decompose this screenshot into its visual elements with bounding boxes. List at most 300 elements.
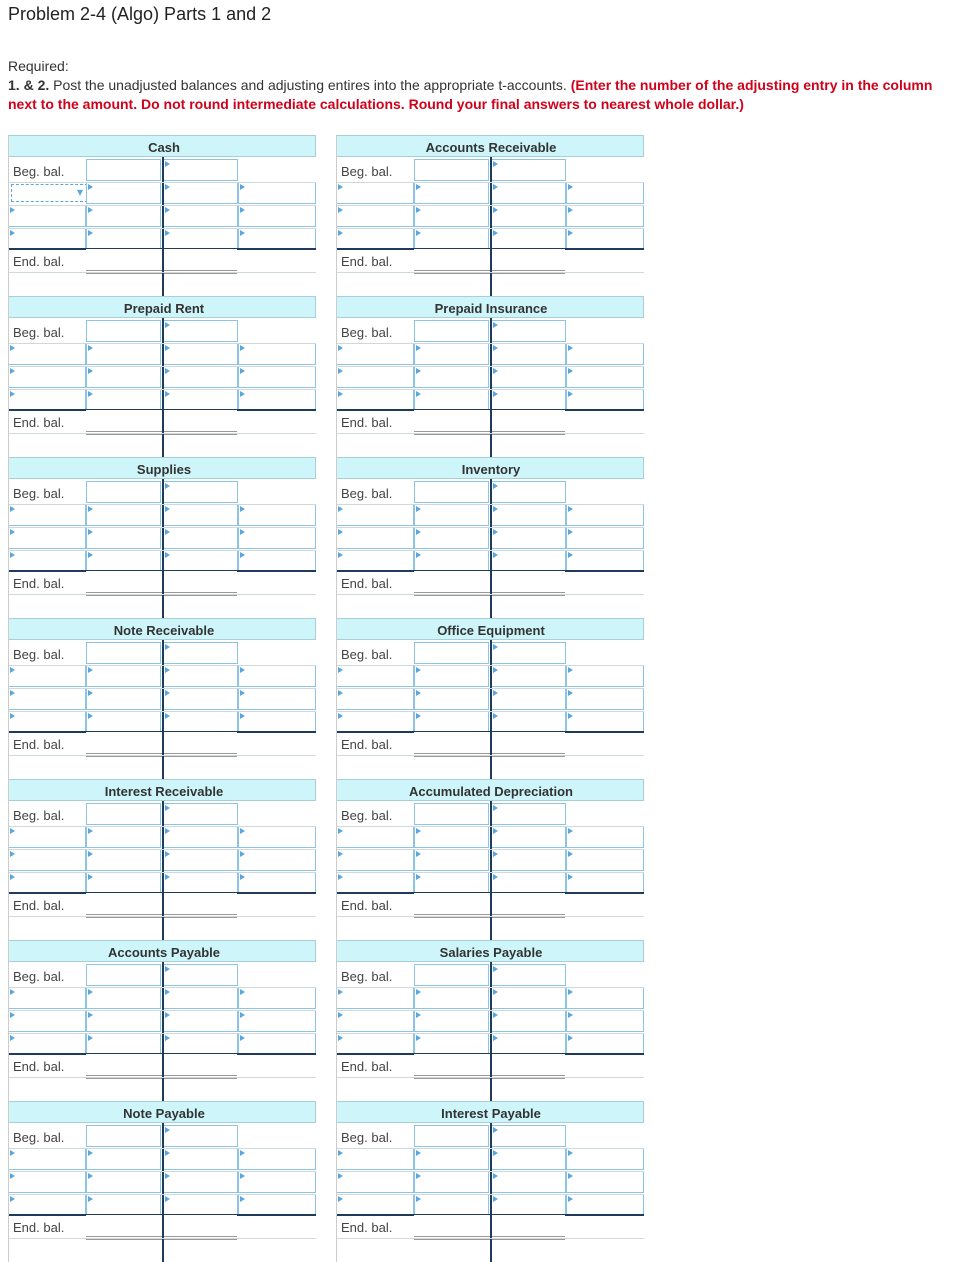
entry-number-input[interactable] (163, 1148, 238, 1170)
entry-number-input[interactable] (491, 527, 566, 549)
beg-bal-label: Beg. bal. (13, 1130, 65, 1145)
row-separator (336, 433, 644, 434)
entry-number-input[interactable] (336, 550, 414, 572)
required-label: Required: (8, 58, 69, 74)
beg-bal-debit-input[interactable] (414, 320, 489, 342)
entry-number-input[interactable] (8, 389, 86, 411)
amount-input[interactable] (86, 1033, 161, 1055)
beg-bal-debit-input[interactable] (86, 159, 161, 181)
row-separator (336, 389, 644, 390)
entry-number-input[interactable] (336, 872, 414, 894)
amount-input[interactable] (566, 849, 644, 871)
required-number: 1. & 2. (8, 77, 50, 93)
entry-number-input[interactable] (491, 1148, 566, 1170)
beg-bal-label: Beg. bal. (341, 1130, 393, 1145)
beg-bal-credit-entry-input[interactable] (491, 803, 566, 825)
account-header (336, 618, 644, 640)
amount-input[interactable] (566, 688, 644, 710)
amount-input[interactable] (238, 228, 316, 250)
amount-input[interactable] (566, 228, 644, 250)
entry-number-input[interactable] (8, 688, 86, 710)
entry-number-input[interactable] (163, 550, 238, 572)
t-divider (490, 479, 492, 618)
amount-input[interactable] (566, 182, 644, 204)
beg-bal-credit-entry-input[interactable] (163, 803, 238, 825)
block-border (336, 457, 337, 618)
beg-bal-label: Beg. bal. (341, 808, 393, 823)
entry-number-input[interactable] (8, 711, 86, 733)
beg-bal-debit-input[interactable] (86, 964, 161, 986)
amount-input[interactable] (566, 1010, 644, 1032)
row-separator (8, 1077, 316, 1078)
amount-input[interactable] (86, 872, 161, 894)
amount-input[interactable] (414, 987, 489, 1009)
beg-bal-credit-entry-input[interactable] (163, 481, 238, 503)
amount-input[interactable] (86, 665, 161, 687)
entry-number-input[interactable] (491, 987, 566, 1009)
row-separator (336, 550, 644, 551)
row-separator (8, 272, 316, 273)
account-header (336, 296, 644, 318)
amount-input[interactable] (86, 1194, 161, 1216)
account-title: Prepaid Insurance (434, 301, 548, 316)
amount-input[interactable] (414, 504, 489, 526)
entry-number-input[interactable] (491, 711, 566, 733)
amount-input[interactable] (414, 343, 489, 365)
entry-number-input[interactable] (8, 504, 86, 526)
row-separator (8, 916, 316, 917)
amount-input[interactable] (86, 343, 161, 365)
amount-input[interactable] (238, 826, 316, 848)
entry-number-input[interactable] (163, 872, 238, 894)
amount-input[interactable] (566, 1033, 644, 1055)
entry-number-input[interactable] (491, 849, 566, 871)
t-account (336, 135, 644, 296)
amount-input[interactable] (414, 366, 489, 388)
row-separator (8, 1194, 316, 1195)
t-account (8, 940, 316, 1101)
amount-input[interactable] (86, 527, 161, 549)
beg-bal-label: Beg. bal. (341, 969, 393, 984)
entry-number-input[interactable] (8, 849, 86, 871)
t-divider (490, 962, 492, 1101)
entry-number-input[interactable] (336, 182, 414, 204)
entry-number-input[interactable] (163, 665, 238, 687)
entry-number-input[interactable] (8, 228, 86, 250)
entry-number-input[interactable] (336, 711, 414, 733)
block-border (336, 1101, 337, 1262)
entry-number-input[interactable] (336, 1194, 414, 1216)
amount-input[interactable] (566, 205, 644, 227)
amount-input[interactable] (414, 872, 489, 894)
row-separator (336, 665, 644, 666)
amount-input[interactable] (566, 343, 644, 365)
amount-input[interactable] (238, 366, 316, 388)
entry-number-input[interactable] (491, 872, 566, 894)
t-divider (162, 157, 164, 296)
end-bal-label: End. bal. (13, 1059, 65, 1074)
amount-input[interactable] (238, 504, 316, 526)
entry-number-input[interactable] (163, 1033, 238, 1055)
end-bal-label: End. bal. (13, 1220, 65, 1235)
entry-number-input[interactable] (163, 987, 238, 1009)
entry-number-input[interactable] (336, 665, 414, 687)
t-account (8, 135, 316, 296)
beg-bal-debit-input[interactable] (414, 1125, 489, 1147)
t-account (336, 618, 644, 779)
entry-number-input[interactable] (163, 711, 238, 733)
end-bal-label: End. bal. (341, 415, 393, 430)
amount-input[interactable] (566, 872, 644, 894)
account-header (336, 779, 644, 801)
t-accounts-grid (8, 135, 644, 1235)
entry-number-input[interactable] (8, 665, 86, 687)
beg-bal-label: Beg. bal. (341, 325, 393, 340)
beg-bal-label: Beg. bal. (341, 164, 393, 179)
entry-number-input[interactable] (491, 826, 566, 848)
amount-input[interactable] (566, 1148, 644, 1170)
amount-input[interactable] (238, 1033, 316, 1055)
account-header (8, 618, 316, 640)
beg-bal-debit-input[interactable] (414, 159, 489, 181)
amount-input[interactable] (86, 205, 161, 227)
entry-number-input[interactable] (336, 1171, 414, 1193)
account-title: Note Receivable (113, 623, 215, 638)
row-separator (8, 872, 316, 873)
amount-input[interactable] (86, 182, 161, 204)
end-bal-label: End. bal. (341, 576, 393, 591)
entry-number-input[interactable] (491, 205, 566, 227)
account-header (336, 940, 644, 962)
entry-number-input[interactable] (163, 1194, 238, 1216)
entry-number-input[interactable] (336, 987, 414, 1009)
amount-input[interactable] (238, 343, 316, 365)
beg-bal-credit-entry-input[interactable] (163, 320, 238, 342)
amount-input[interactable] (86, 688, 161, 710)
account-header (8, 1101, 316, 1123)
entry-number-input[interactable] (491, 504, 566, 526)
entry-number-input[interactable] (336, 688, 414, 710)
t-account (8, 779, 316, 940)
beg-bal-credit-entry-input[interactable] (163, 1125, 238, 1147)
beg-bal-credit-entry-input[interactable] (491, 320, 566, 342)
account-title: Accounts Payable (108, 945, 220, 960)
amount-input[interactable] (86, 1010, 161, 1032)
entry-number-input[interactable] (491, 389, 566, 411)
block-border (8, 618, 9, 779)
beg-bal-credit-entry-input[interactable] (163, 642, 238, 664)
entry-number-input[interactable] (163, 688, 238, 710)
row-separator (8, 343, 316, 344)
t-account (336, 296, 644, 457)
entry-number-input[interactable] (336, 527, 414, 549)
row-separator (336, 755, 644, 756)
entry-number-input[interactable] (163, 343, 238, 365)
amount-input[interactable] (414, 389, 489, 411)
amount-input[interactable] (414, 1148, 489, 1170)
t-account (8, 296, 316, 457)
entry-number-input[interactable] (8, 1194, 86, 1216)
beg-bal-debit-input[interactable] (414, 642, 489, 664)
entry-number-input[interactable] (163, 366, 238, 388)
row-separator (8, 550, 316, 551)
amount-input[interactable] (86, 1148, 161, 1170)
entry-number-input[interactable] (491, 1033, 566, 1055)
row-separator (8, 527, 316, 528)
t-account (8, 1101, 316, 1262)
amount-input[interactable] (238, 389, 316, 411)
entry-number-input[interactable] (336, 849, 414, 871)
entry-number-input[interactable] (8, 872, 86, 894)
row-separator (336, 594, 644, 595)
amount-input[interactable] (566, 366, 644, 388)
row-separator (8, 205, 316, 206)
entry-number-input[interactable] (8, 1148, 86, 1170)
amount-input[interactable] (414, 1010, 489, 1032)
row-separator (8, 433, 316, 434)
t-account (336, 779, 644, 940)
entry-number-input[interactable] (163, 849, 238, 871)
beg-bal-debit-input[interactable] (86, 642, 161, 664)
amount-input[interactable] (238, 872, 316, 894)
end-bal-label: End. bal. (341, 737, 393, 752)
entry-number-input[interactable] (8, 550, 86, 572)
amount-input[interactable] (566, 665, 644, 687)
amount-input[interactable] (566, 550, 644, 572)
block-border (336, 618, 337, 779)
beg-bal-credit-entry-input[interactable] (491, 1125, 566, 1147)
beg-bal-credit-entry-input[interactable] (163, 964, 238, 986)
amount-input[interactable] (414, 527, 489, 549)
entry-number-input[interactable] (163, 228, 238, 250)
entry-number-input[interactable] (491, 343, 566, 365)
row-separator (8, 711, 316, 712)
row-separator (336, 1238, 644, 1239)
row-separator (336, 504, 644, 505)
t-divider (490, 318, 492, 457)
amount-input[interactable] (414, 688, 489, 710)
beg-bal-label: Beg. bal. (13, 486, 65, 501)
amount-input[interactable] (414, 205, 489, 227)
row-separator (8, 1010, 316, 1011)
row-separator (8, 504, 316, 505)
row-separator (336, 849, 644, 850)
amount-input[interactable] (238, 1171, 316, 1193)
beg-bal-debit-input[interactable] (414, 803, 489, 825)
amount-input[interactable] (86, 550, 161, 572)
amount-input[interactable] (238, 182, 316, 204)
beg-bal-label: Beg. bal. (13, 808, 65, 823)
t-divider (162, 962, 164, 1101)
row-separator (8, 688, 316, 689)
beg-bal-label: Beg. bal. (341, 486, 393, 501)
amount-input[interactable] (238, 550, 316, 572)
account-header (336, 1101, 644, 1123)
amount-input[interactable] (566, 711, 644, 733)
beg-bal-debit-input[interactable] (86, 1125, 161, 1147)
amount-input[interactable] (86, 849, 161, 871)
entry-number-input[interactable] (336, 1033, 414, 1055)
account-header (8, 296, 316, 318)
entry-number-input[interactable] (8, 343, 86, 365)
amount-input[interactable] (566, 527, 644, 549)
amount-input[interactable] (86, 389, 161, 411)
amount-input[interactable] (414, 1171, 489, 1193)
end-bal-label: End. bal. (341, 254, 393, 269)
adjusting-entry-select[interactable] (11, 184, 88, 202)
entry-number-input[interactable] (336, 205, 414, 227)
amount-input[interactable] (414, 849, 489, 871)
entry-number-input[interactable] (8, 527, 86, 549)
amount-input[interactable] (414, 182, 489, 204)
entry-number-input[interactable] (491, 688, 566, 710)
entry-number-input[interactable] (163, 389, 238, 411)
row-separator (336, 228, 644, 229)
block-border (8, 296, 9, 457)
amount-input[interactable] (86, 366, 161, 388)
beg-bal-credit-entry-input[interactable] (491, 964, 566, 986)
account-header (8, 779, 316, 801)
amount-input[interactable] (566, 987, 644, 1009)
row-separator (336, 1010, 644, 1011)
beg-bal-debit-input[interactable] (414, 964, 489, 986)
account-header (336, 457, 644, 479)
entry-number-input[interactable] (491, 1171, 566, 1193)
t-divider (490, 640, 492, 779)
amount-input[interactable] (238, 1194, 316, 1216)
entry-number-input[interactable] (163, 205, 238, 227)
account-title: Office Equipment (437, 623, 545, 638)
amount-input[interactable] (414, 228, 489, 250)
end-bal-label: End. bal. (13, 737, 65, 752)
entry-number-input[interactable] (163, 182, 238, 204)
entry-number-input[interactable] (163, 1010, 238, 1032)
amount-input[interactable] (414, 826, 489, 848)
entry-number-input[interactable] (8, 205, 86, 227)
entry-number-input[interactable] (336, 228, 414, 250)
entry-number-input[interactable] (491, 182, 566, 204)
entry-number-input[interactable] (336, 1148, 414, 1170)
amount-input[interactable] (238, 987, 316, 1009)
row-separator (8, 1148, 316, 1149)
row-separator (8, 594, 316, 595)
entry-number-input[interactable] (491, 550, 566, 572)
amount-input[interactable] (86, 826, 161, 848)
block-border (336, 940, 337, 1101)
entry-number-input[interactable] (8, 1033, 86, 1055)
row-separator (336, 1171, 644, 1172)
entry-number-input[interactable] (336, 1010, 414, 1032)
end-bal-label: End. bal. (13, 898, 65, 913)
amount-input[interactable] (238, 527, 316, 549)
beg-bal-debit-input[interactable] (414, 481, 489, 503)
entry-number-input[interactable] (336, 366, 414, 388)
amount-input[interactable] (86, 711, 161, 733)
account-header (8, 457, 316, 479)
amount-input[interactable] (238, 205, 316, 227)
beg-bal-label: Beg. bal. (13, 969, 65, 984)
amount-input[interactable] (238, 849, 316, 871)
entry-number-input[interactable] (336, 504, 414, 526)
entry-number-input[interactable] (491, 1010, 566, 1032)
entry-number-input[interactable] (8, 826, 86, 848)
beg-bal-label: Beg. bal. (13, 647, 65, 662)
amount-input[interactable] (566, 389, 644, 411)
entry-number-input[interactable] (491, 1194, 566, 1216)
amount-input[interactable] (86, 1171, 161, 1193)
block-border (8, 1101, 9, 1262)
entry-number-input[interactable] (491, 665, 566, 687)
entry-number-input[interactable] (491, 228, 566, 250)
amount-input[interactable] (566, 1171, 644, 1193)
row-separator (8, 1171, 316, 1172)
entry-number-input[interactable] (336, 389, 414, 411)
amount-input[interactable] (238, 1148, 316, 1170)
beg-bal-credit-entry-input[interactable] (491, 642, 566, 664)
t-divider (162, 1123, 164, 1262)
t-divider (162, 479, 164, 618)
end-bal-label: End. bal. (13, 576, 65, 591)
entry-number-input[interactable] (8, 366, 86, 388)
entry-number-input[interactable] (8, 1010, 86, 1032)
required-text: Post the unadjusted balances and adjusting entires into the appropriate t-accounts. (49, 77, 571, 93)
amount-input[interactable] (414, 711, 489, 733)
entry-number-input[interactable] (336, 343, 414, 365)
amount-input[interactable] (414, 1033, 489, 1055)
row-separator (8, 755, 316, 756)
amount-input[interactable] (566, 1194, 644, 1216)
amount-input[interactable] (414, 550, 489, 572)
entry-number-input[interactable] (163, 1171, 238, 1193)
row-separator (336, 987, 644, 988)
entry-number-input[interactable] (163, 826, 238, 848)
account-title: Note Payable (123, 1106, 205, 1121)
amount-input[interactable] (414, 665, 489, 687)
beg-bal-debit-input[interactable] (86, 320, 161, 342)
amount-input[interactable] (238, 1010, 316, 1032)
entry-number-input[interactable] (8, 1171, 86, 1193)
amount-input[interactable] (566, 504, 644, 526)
beg-bal-label: Beg. bal. (13, 164, 65, 179)
amount-input[interactable] (238, 688, 316, 710)
row-separator (336, 366, 644, 367)
entry-number-input[interactable] (163, 504, 238, 526)
amount-input[interactable] (566, 826, 644, 848)
amount-input[interactable] (86, 228, 161, 250)
t-account (336, 940, 644, 1101)
entry-number-input[interactable] (163, 527, 238, 549)
amount-input[interactable] (86, 987, 161, 1009)
entry-number-input[interactable] (491, 366, 566, 388)
amount-input[interactable] (414, 1194, 489, 1216)
amount-input[interactable] (238, 711, 316, 733)
beg-bal-debit-input[interactable] (86, 481, 161, 503)
beg-bal-credit-entry-input[interactable] (163, 159, 238, 181)
account-title: Accounts Receivable (425, 140, 557, 155)
account-title: Prepaid Rent (123, 301, 205, 316)
beg-bal-credit-entry-input[interactable] (491, 159, 566, 181)
amount-input[interactable] (86, 504, 161, 526)
t-divider (490, 801, 492, 940)
account-title: Accumulated Depreciation (409, 784, 573, 799)
entry-number-input[interactable] (8, 987, 86, 1009)
amount-input[interactable] (238, 665, 316, 687)
row-separator (336, 1148, 644, 1149)
row-separator (8, 826, 316, 827)
beg-bal-credit-entry-input[interactable] (491, 481, 566, 503)
entry-number-input[interactable] (336, 826, 414, 848)
beg-bal-debit-input[interactable] (86, 803, 161, 825)
